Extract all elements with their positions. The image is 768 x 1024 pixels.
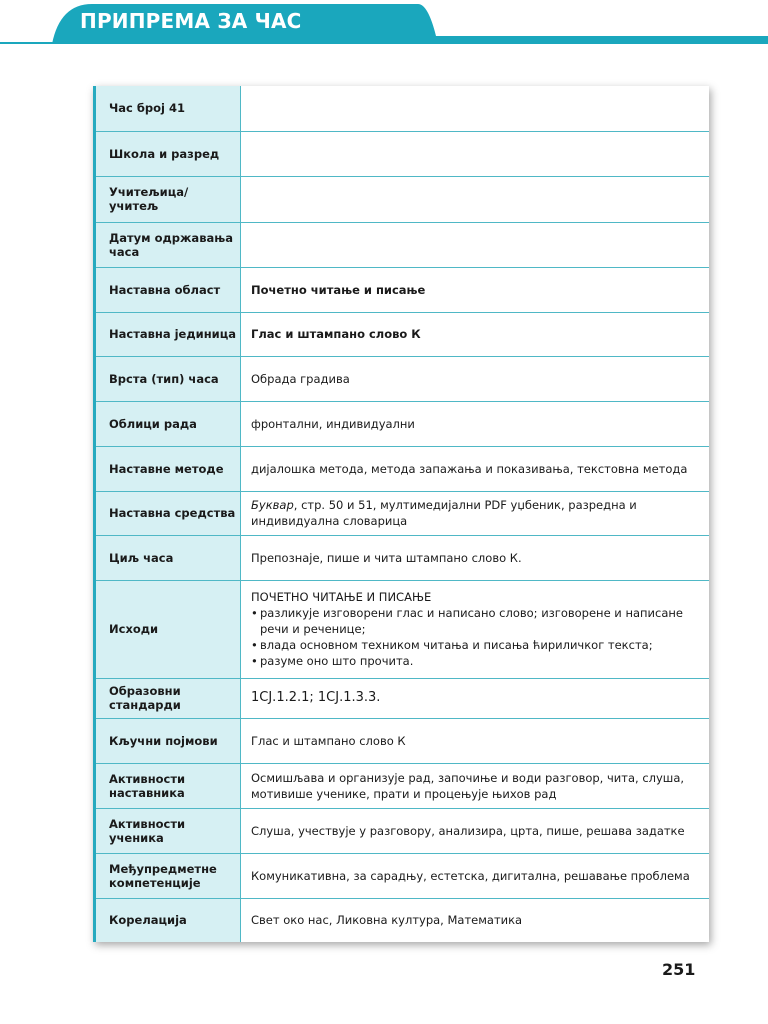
table-row (95, 718, 710, 763)
row-value: Почетно читање и писање (241, 267, 710, 312)
row-label: Исходи (95, 580, 241, 678)
table-row (95, 86, 710, 131)
row-value (241, 86, 710, 131)
row-label: Корелација (95, 898, 241, 942)
table-row (95, 401, 710, 446)
table-row (95, 580, 710, 678)
list-item: • разликује изговорени глас и написано слово; изговорене и написане речи и реченице; (251, 605, 701, 637)
table-row (95, 176, 710, 222)
row-label: Циљ часа (95, 535, 241, 580)
list-item: • влада основном техником читања и писања ћириличког текста; (251, 637, 701, 653)
row-value: Осмишљава и организује рад, започиње и води разговор, чита, слуша, мотивише ученике, прати и процењује њихов рад (241, 763, 710, 808)
table-row (95, 131, 710, 176)
textbook-title: Буквар (251, 498, 294, 512)
teaching-aids-text: , стр. 50 и 51, мултимедијални PDF уџбеник, разредна и индивидуална словарица (251, 498, 637, 528)
row-value (241, 131, 710, 176)
row-value: дијалошка метода, метода запажања и показивања, текстовна метода (241, 446, 710, 491)
table-row (95, 763, 710, 808)
row-value: Препознаје, пише и чита штампано слово К. (241, 535, 710, 580)
row-value: Глас и штампано слово К (241, 718, 710, 763)
table-row (95, 853, 710, 898)
row-label: Врста (тип) часа (95, 356, 241, 401)
row-label: Час број 41 (95, 86, 241, 131)
row-label: Наставне методе (95, 446, 241, 491)
lesson-plan-table (93, 86, 709, 942)
row-value: Свет око нас, Ликовна култура, Математика (251, 913, 523, 928)
table-row (95, 535, 710, 580)
table-row (95, 222, 710, 267)
row-value (241, 580, 710, 678)
table-row (95, 491, 710, 535)
row-value (241, 491, 710, 535)
table-row (95, 808, 710, 853)
row-label: Наставна средства (95, 491, 241, 535)
page-header-title: ПРИПРЕМА ЗА ЧАС (80, 9, 302, 33)
row-label: Активности ученика (95, 808, 241, 853)
row-value: фронтални, индивидуални (241, 401, 710, 446)
row-value: 1CJ.1.2.1; 1CJ.1.3.3. (241, 678, 710, 718)
row-value: Комуникативна, за сарадњу, естетска, дигитална, решавање проблема (241, 853, 710, 898)
row-label: Наставна област (95, 267, 241, 312)
row-value (241, 222, 710, 267)
list-item: • разуме оно што прочита. (251, 653, 701, 669)
row-label: Кључни појмови (95, 718, 241, 763)
row-value (241, 176, 710, 222)
row-value: Глас и штампано слово К (241, 312, 710, 356)
row-label: Образовни стандарди (95, 678, 241, 718)
page-number: 251 (662, 960, 696, 979)
outcomes-list (251, 605, 701, 669)
table-row (95, 446, 710, 491)
outcomes-heading: ПОЧЕТНО ЧИТАЊЕ И ПИСАЊЕ (251, 590, 432, 604)
table-row (95, 678, 710, 718)
row-value: Обрада градива (241, 356, 710, 401)
row-label: Међупредметне компетенције (95, 853, 241, 898)
table-row (95, 898, 710, 942)
row-value: Слуша, учествује у разговору, анализира, црта, пише, решава задатке (241, 808, 710, 853)
row-label: Датум одржавања часа (95, 222, 241, 267)
row-label: Облици рада (95, 401, 241, 446)
table-row (95, 267, 710, 312)
table-row (95, 312, 710, 356)
table-row (95, 356, 710, 401)
row-label: Школа и разред (95, 131, 241, 176)
row-label: Активности наставника (95, 763, 241, 808)
row-label: Наставна јединица (95, 312, 241, 356)
row-label: Учитељица/ учитељ (95, 176, 241, 222)
